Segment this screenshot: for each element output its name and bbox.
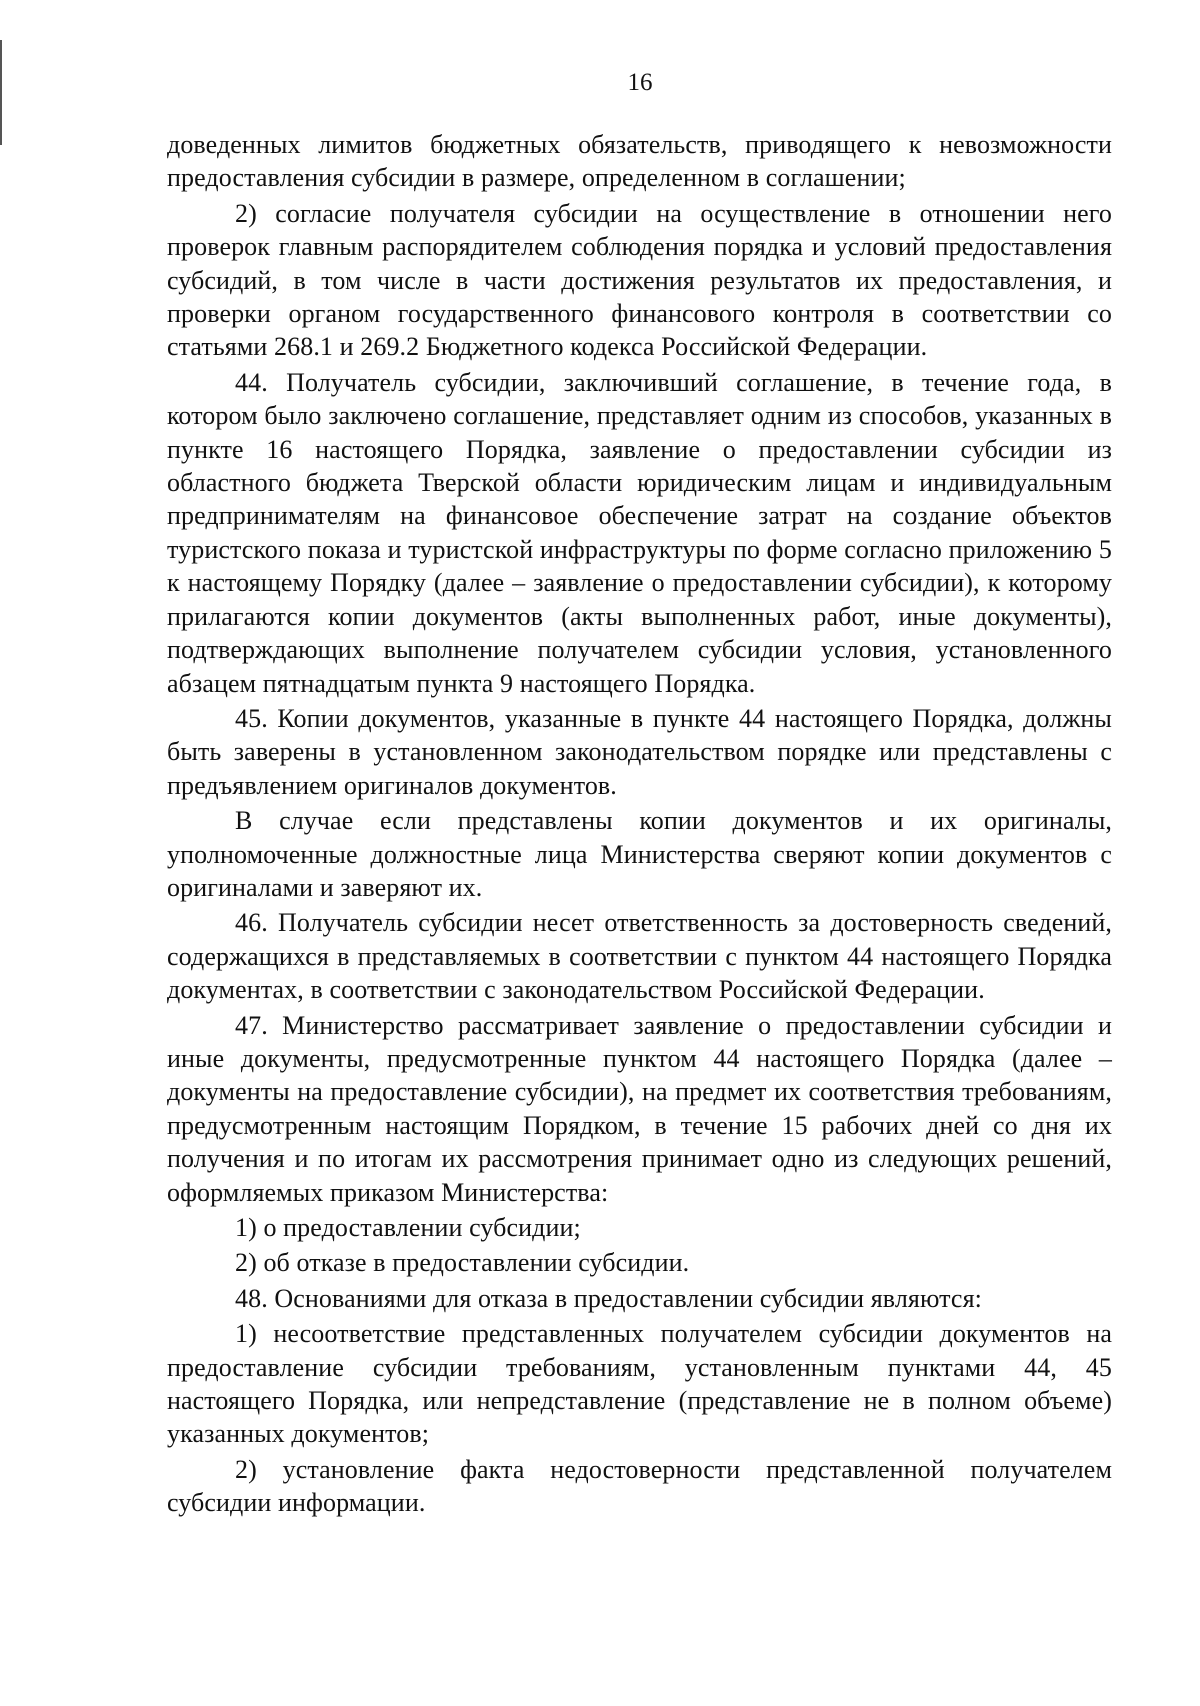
paragraph-48-item-2: 2) установление факта недостоверности представленной получателем субсидии информации. [167, 1454, 1112, 1518]
paragraph-44: 44. Получатель субсидии, заключивший соглашение, в течение года, в котором было заключено соглашение, представляет одним из способов, указанных в пункте 16 настоящего Порядка, заявление о предоставлении субсидии из областного бюджета Тверской области юридическим лицам и индивидуальным предпринимателям на финансовое обеспечение затрат на создание объектов туристского показа и туристской инфраструктуры по форме согласно приложению 5 к настоящему Порядку (далее – заявление о предоставлении субсидии), к которому прилагаются копии документов (акты выполненных работ, иные документы), подтверждающих выполнение получателем субсидии условия, установленного абзацем пятнадцатым пункта 9 настоящего Порядка. [167, 367, 1112, 698]
paragraph-45-copies: В случае если представлены копии документов и их оригиналы, уполномоченные должностные лица Министерства сверяют копии документов с оригиналами и заверяют их. [167, 806, 1112, 902]
paragraph-46: 46. Получатель субсидии несет ответственность за достоверность сведений, содержащихся в представляемых в соответствии с пунктом 44 настоящего Порядка документах, в соответствии с законодательством Российской Федерации. [167, 908, 1112, 1005]
page-number: 16 [627, 69, 653, 96]
paragraph-47: 47. Министерство рассматривает заявление о предоставлении субсидии и иные документы, предусмотренные пунктом 44 настоящего Порядка (далее – документы на предоставление субсидии), на предмет их соответствия требованиям, предусмотренным настоящим Порядком, в течение 15 рабочих дней со дня их получения и по итогам их рассмотрения принимает одно из следующих решений, оформляемых приказом Министерства: [167, 1010, 1112, 1207]
paragraph-45: 45. Копии документов, указанные в пункте 44 настоящего Порядка, должны быть заверены в установленном законодательством порядке или представлены с предъявлением оригиналов документов. [167, 703, 1112, 800]
paragraph-item-2-consent: 2) согласие получателя субсидии на осуществление в отношении него проверок главным распорядителем соблюдения порядка и условий предоставления субсидий, в том числе в части достижения результатов их предоставления, и проверки органом государственного финансового контроля в соответствии со статьями 268.1 и 269.2 Бюджетного кодекса Российской Федерации. [167, 198, 1112, 362]
paragraph-continuation: доведенных лимитов бюджетных обязательств, приводящего к невозможности предоставления субсидии в размере, определенном в соглашении; [167, 130, 1112, 193]
paragraph-47-item-2: 2) об отказе в предоставлении субсидии. [235, 1248, 690, 1278]
paragraph-48: 48. Основаниями для отказа в предоставлении субсидии являются: [235, 1283, 982, 1313]
paragraph-47-item-1: 1) о предоставлении субсидии; [235, 1213, 581, 1242]
document-body [167, 128, 1112, 1522]
paragraph-48-item-1: 1) несоответствие представленных получателем субсидии документов на предоставление субсидии требованиям, установленным пунктами 44, 45 настоящего Порядка, или непредставление (представление не в полном объеме) указанных документов; [167, 1319, 1112, 1449]
